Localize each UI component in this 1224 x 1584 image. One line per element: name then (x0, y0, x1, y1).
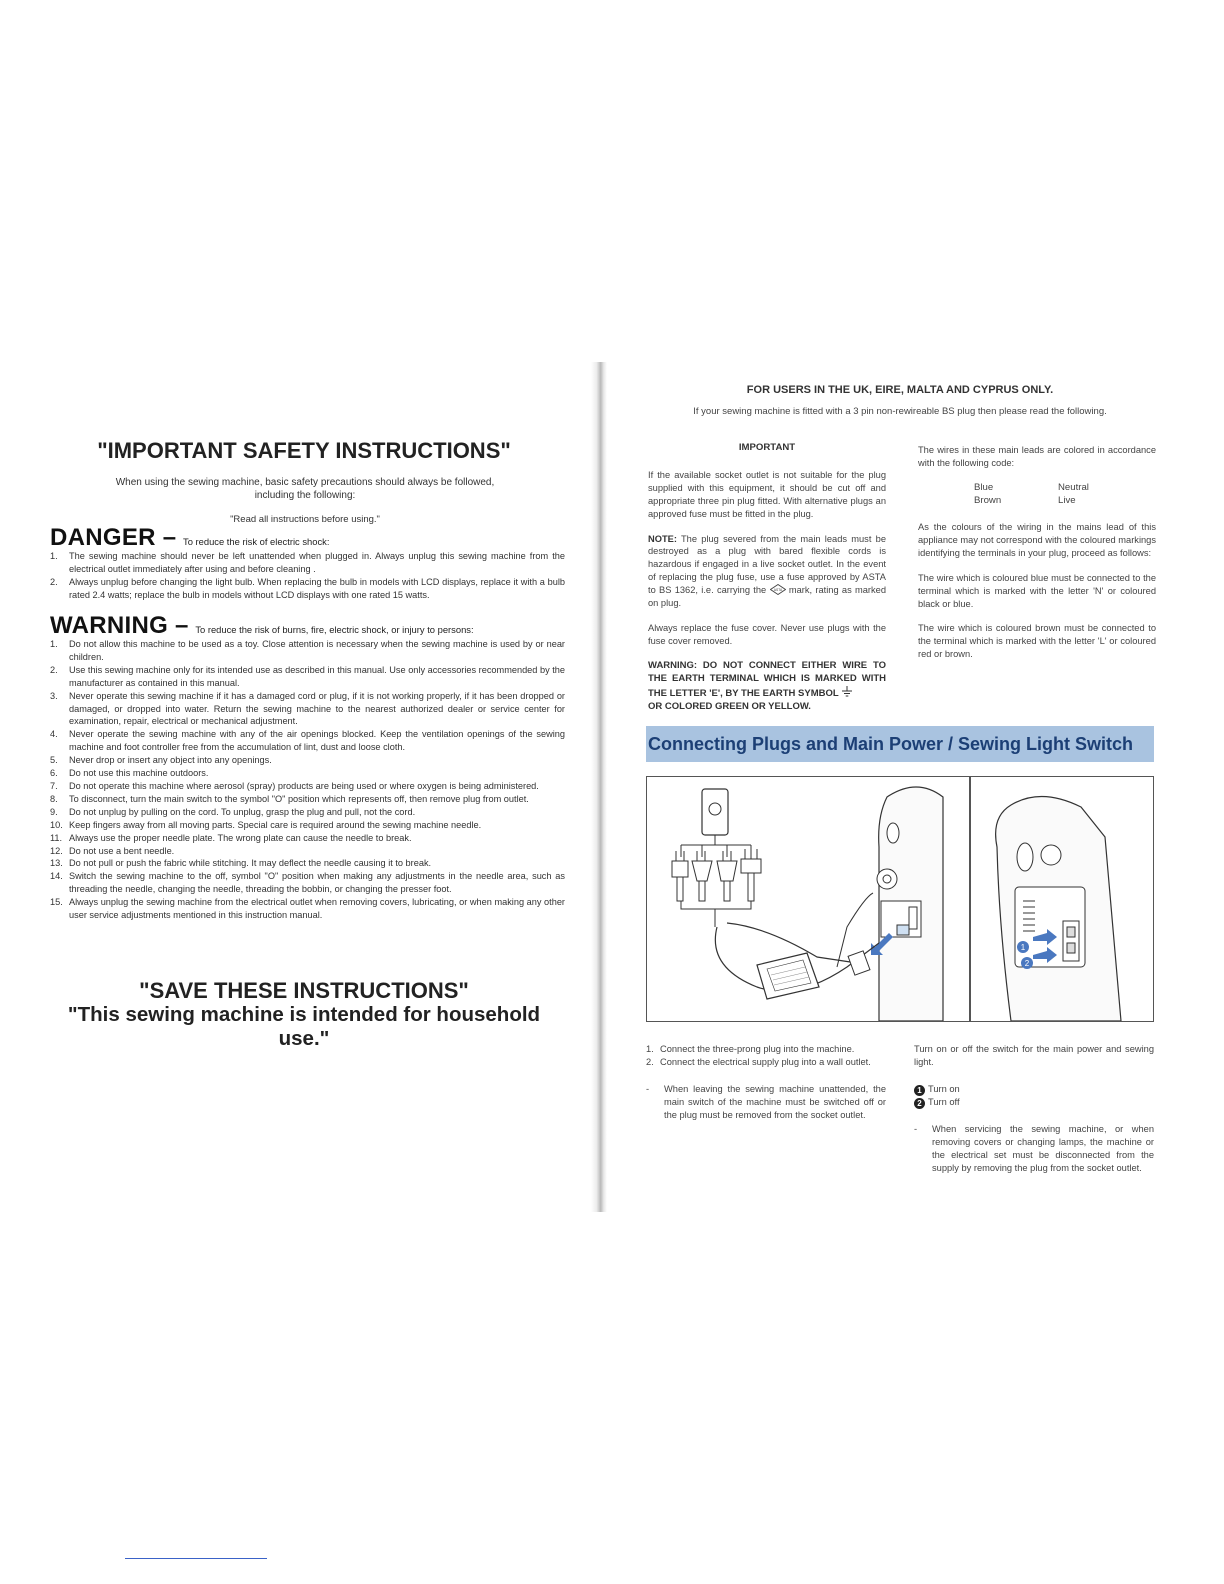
item-number: 1. (50, 639, 58, 649)
item-number: 14. (50, 871, 63, 882)
list-item (50, 896, 565, 922)
item-number: 10. (50, 819, 63, 830)
item-text: Always unplug the sewing machine from the electrical outlet when removing covers, lubricating, or when making any other user service adjustments mentioned in this instruction manual. (69, 897, 565, 921)
fuse-cover-paragraph: Always replace the fuse cover. Never use plugs with the fuse cover removed. (648, 622, 886, 646)
wire-code-column (918, 444, 1156, 470)
earth-warning (648, 660, 886, 714)
wiring-paragraph: As the colours of the wiring in the mains lead of this appliance may not correspond with the coloured markings identifying the terminals in your plug, proceed as follows: (918, 522, 1156, 558)
note-paragraph (648, 533, 886, 610)
item-number: 7. (50, 780, 58, 791)
item-text: Do not unplug by pulling on the cord. To unplug, grasp the plug and pull, not the cord. (69, 806, 416, 817)
list-item (50, 576, 565, 602)
warning-section (50, 612, 565, 922)
foot-controller-icon (757, 953, 819, 999)
warning-list (50, 638, 565, 922)
item-number: 12. (50, 845, 63, 856)
list-item (50, 767, 565, 780)
connection-steps (646, 1043, 886, 1122)
step-text: Connect the electrical supply plug into a wall outlet. (660, 1056, 871, 1067)
servicing-text: When servicing the sewing machine, or when removing covers or changing lamps, the machine or the electrical set must be disconnected from the supply by removing the plug from the socket outlet. (932, 1123, 1154, 1173)
item-text: Do not use a bent needle. (69, 845, 175, 856)
household-use-note: "This sewing machine is intended for household use." (67, 1003, 541, 1050)
item-text: The sewing machine should never be left unattended when plugged in. Always unplug this sewing machine from the electrical outlet immediately after using and before cleaning . (69, 551, 565, 574)
list-item (50, 754, 565, 767)
item-number: 1. (50, 551, 58, 561)
turn-on-number-icon: 1 (914, 1085, 925, 1096)
item-number: 8. (50, 793, 58, 804)
item-number: 15. (50, 897, 63, 908)
wire-meaning: Live (1058, 495, 1076, 506)
item-text: Do not operate this machine where aerosol (spray) products are being used or where oxygen is being administered. (69, 780, 539, 791)
switch-text: Turn on or off the switch for the main power and sewing light. (914, 1044, 1154, 1067)
wall-socket-icon (702, 789, 728, 835)
item-text: Never operate this sewing machine if it has a damaged cord or plug, if it is not working properly, if it has been dropped or damaged, or dropped into water. Return the sewing machine to the nearest authorized dealer or service center for examination, repair, electrical or mechanical adjustment. (69, 690, 565, 727)
wire-row (940, 495, 1140, 508)
item-text: Use this sewing machine only for its intended use as described in this manual. Use only accessories recommended by the manufacturer as contained in this manual. (69, 664, 565, 688)
list-item (50, 819, 565, 832)
note-text: The plug severed from the main leads must be destroyed as a plug with bared flexible cords is hazardous if engaged in a live socket outlet. In the event of replacing the plug fuse, use a fuse approved by ASTA to BS 1362, i.e. carrying the (648, 533, 886, 596)
item-text: Keep fingers away from all moving parts. Special care is required around the sewing machine needle. (69, 819, 482, 830)
dash-marker: - (914, 1123, 918, 1134)
switch-illustration (970, 776, 1154, 1022)
plug-icon (692, 845, 712, 901)
list-item (50, 793, 565, 806)
connection-illustration (646, 776, 970, 1022)
earth-symbol-icon (841, 686, 853, 698)
callout-2-label: 2 (1024, 959, 1030, 968)
danger-section (50, 524, 565, 602)
turn-off-number-icon: 2 (914, 1098, 925, 1109)
plug-icon (741, 845, 761, 901)
list-item (50, 638, 565, 664)
wire-meaning: Neutral (1058, 482, 1089, 493)
turn-on-item (914, 1083, 1154, 1096)
item-text: Switch the sewing machine to the off, symbol "O" position when making any adjustments in the needle area, such as threading the needle, changing the needle, threading the bobbin, or changing the presser foot. (69, 871, 565, 895)
list-item (646, 1056, 886, 1069)
servicing-note (914, 1123, 1154, 1175)
danger-heading: DANGER – (50, 524, 177, 551)
item-text: Do not use this machine outdoors. (69, 768, 209, 779)
danger-subtitle: To reduce the risk of electric shock: (183, 536, 330, 547)
item-text: Do not pull or push the fabric while stitching. It may deflect the needle causing it to break. (69, 858, 432, 869)
item-number: 9. (50, 806, 58, 817)
item-number: 5. (50, 755, 58, 766)
wire-row (940, 482, 1140, 495)
asta-mark-icon (770, 584, 786, 595)
note-label: NOTE: (648, 533, 677, 544)
plug-icon (717, 845, 737, 901)
earth-warning-text: WARNING: DO NOT CONNECT EITHER WIRE TO THE EARTH TERMINAL WHICH IS MARKED WITH THE LETTER 'E', BY THE EARTH SYMBOL (648, 659, 886, 699)
step-number: 2. (646, 1056, 654, 1067)
plug-icon (672, 845, 688, 901)
plug-info-column (648, 442, 886, 713)
earth-warning-tail: OR COLORED GREEN OR YELLOW. (648, 700, 811, 712)
asta-mark-label: ASTA (773, 588, 782, 593)
section-banner: Connecting Plugs and Main Power / Sewing Light Switch (646, 726, 1154, 762)
page-gutter (591, 362, 607, 1212)
wire-color-table (940, 482, 1140, 508)
item-number: 2. (50, 576, 58, 587)
step-number: 1. (646, 1044, 654, 1054)
wiring-instructions (918, 521, 1156, 673)
item-text: Do not allow this machine to be used as a toy. Close attention is necessary when the sewing machine is used by or near children. (69, 639, 565, 662)
switch-instructions (914, 1043, 1154, 1174)
blue-wire-paragraph: The wire which is coloured blue must be connected to the terminal which is marked with the letter 'N' or coloured black or blue. (918, 572, 1156, 609)
wires-intro: The wires in these main leads are colored in accordance with the following code: (918, 445, 1156, 468)
list-item (50, 728, 565, 754)
uk-users-title: FOR USERS IN THE UK, EIRE, MALTA AND CYPRUS ONLY. (746, 384, 1054, 396)
warning-subtitle: To reduce the risk of burns, fire, electric shock, or injury to persons: (195, 624, 474, 635)
note-tail: mark, rating as marked on plug. (648, 585, 886, 609)
read-all-note: "Read all instructions before using." (230, 514, 380, 525)
wire-color: Blue (974, 482, 994, 493)
callout-1-label: 1 (1020, 943, 1026, 952)
turn-off-item (914, 1096, 1154, 1109)
safety-intro (90, 476, 520, 502)
list-item (50, 857, 565, 870)
uk-users-subtitle: If your sewing machine is fitted with a 3 pin non-rewireable BS plug then please read the following. (693, 406, 1107, 417)
item-text: To disconnect, turn the main switch to the symbol "O" position which represents off, then remove plug from outlet. (69, 793, 529, 804)
item-number: 6. (50, 768, 58, 779)
brown-wire-paragraph: The wire which is coloured brown must be connected to the terminal which is marked with the letter 'L' or coloured red or brown. (918, 623, 1156, 660)
item-number: 4. (50, 729, 58, 740)
footer-rule (125, 1558, 267, 1559)
item-number: 11. (50, 832, 63, 843)
unattended-note (646, 1083, 886, 1122)
warning-heading: WARNING – (50, 612, 189, 639)
item-number: 13. (50, 858, 63, 869)
list-item (646, 1043, 886, 1056)
turn-on-label: Turn on (928, 1083, 960, 1094)
list-item (50, 550, 565, 576)
item-text: Never drop or insert any object into any openings. (69, 755, 272, 766)
list-item (50, 780, 565, 793)
list-item (50, 870, 565, 896)
danger-list (50, 550, 565, 602)
list-item (50, 664, 565, 690)
item-text: Never operate the sewing machine with any of the air openings blocked. Keep the ventilation openings of the sewing machine and foot controller free from the accumulation of lint, dust and loose cloth. (69, 729, 565, 753)
safety-intro-line1: When using the sewing machine, basic safety precautions should always be followed, (115, 477, 495, 488)
machine-plug-icon (848, 951, 870, 975)
item-text: Always use the proper needle plate. The wrong plate can cause the needle to break. (69, 832, 412, 843)
list-item (50, 806, 565, 819)
list-item (50, 832, 565, 845)
turn-off-label: Turn off (928, 1096, 960, 1107)
unattended-text: When leaving the sewing machine unattended, the main switch of the machine must be switched off or the plug must be removed from the socket outlet. (664, 1083, 886, 1120)
list-item (50, 845, 565, 858)
item-text: Always unplug before changing the light bulb. When replacing the bulb in models with LCD displays, replace it with a bulb rated 2.4 watts; replace the bulb in models without LCD displays with one rated 15 watts. (69, 576, 565, 600)
step-text: Connect the three-prong plug into the machine. (660, 1044, 855, 1054)
list-item (50, 690, 565, 729)
dash-marker: - (646, 1083, 650, 1094)
save-instructions-title: "SAVE THESE INSTRUCTIONS" (139, 978, 469, 1003)
socket-paragraph: If the available socket outlet is not suitable for the plug supplied with this equipment, it should be cut off and appropriate three pin plug fitted. With alternative plugs an approved fuse must be fitted in the plug. (648, 469, 886, 519)
safety-intro-line2: including the following: (254, 490, 356, 501)
safety-title: "IMPORTANT SAFETY INSTRUCTIONS" (97, 438, 511, 463)
item-number: 3. (50, 690, 58, 701)
item-number: 2. (50, 664, 58, 675)
plugs-machine-drawing (647, 777, 969, 1021)
wire-color: Brown (974, 495, 1002, 506)
power-switch-drawing (971, 777, 1153, 1021)
important-heading: IMPORTANT (738, 442, 796, 453)
